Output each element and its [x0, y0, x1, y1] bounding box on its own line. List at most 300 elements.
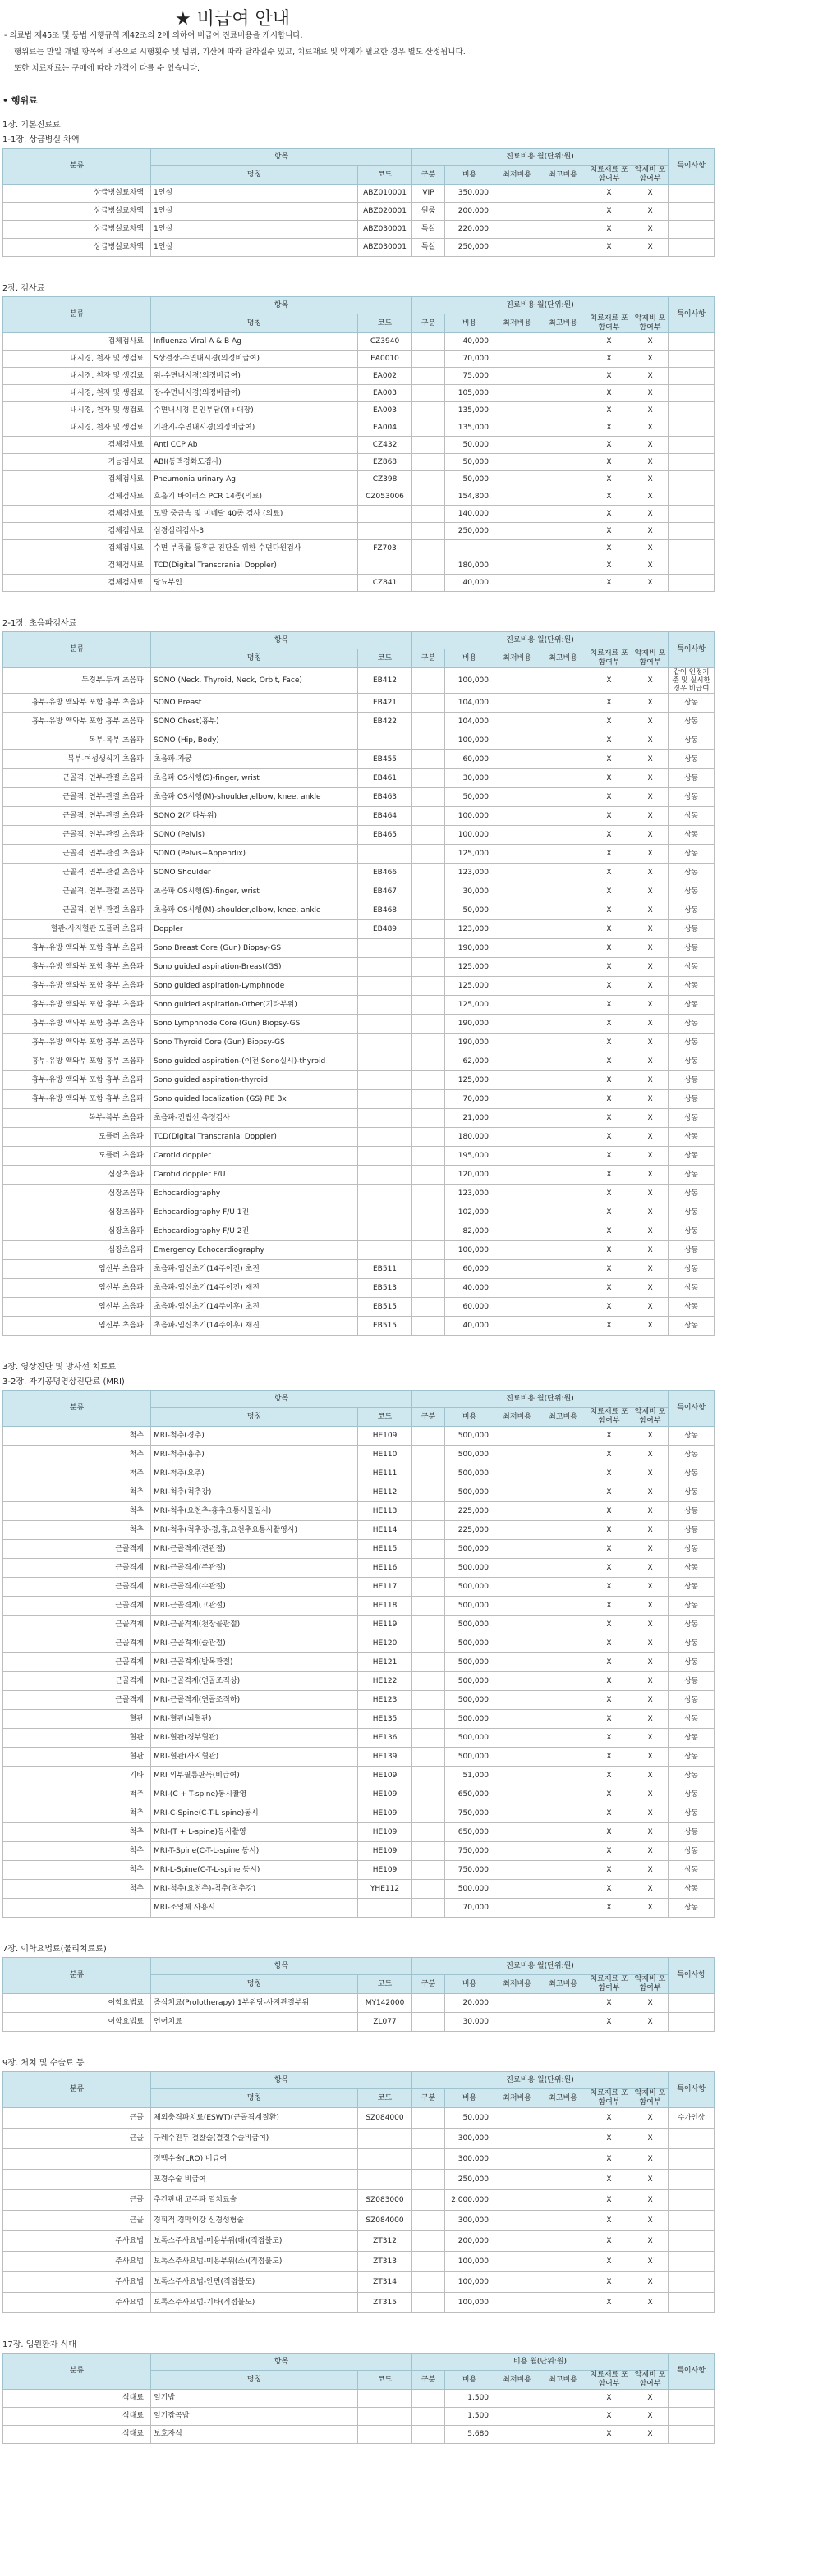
header-kind: 구분 — [412, 2089, 445, 2108]
cell-code: HE121 — [358, 1653, 412, 1672]
cell-name: SONO 2(기타부위) — [151, 807, 358, 826]
cell-kind — [412, 713, 445, 731]
cell-max — [540, 221, 586, 239]
cell-code — [358, 2426, 412, 2444]
table-row — [3, 2190, 821, 2211]
cell-min — [494, 2190, 540, 2211]
cell-category: 흉부-유방 액와부 포함 흉부 초음파 — [3, 996, 151, 1015]
cell-name: 추간판내 고주파 열치료술 — [151, 2190, 358, 2211]
cell-kind — [412, 368, 445, 385]
header-name: 명칭 — [151, 1975, 358, 1994]
cell-special: 상동 — [669, 713, 715, 731]
cell-max — [540, 506, 586, 523]
cell-kind — [412, 1691, 445, 1710]
cell-name: 보톡스주사요법-기타(직접불도) — [151, 2293, 358, 2313]
cell-material: X — [586, 1298, 632, 1317]
cell-cost: 50,000 — [445, 788, 494, 807]
cell-special: 상동 — [669, 1298, 715, 1317]
notice-block — [2, 28, 821, 77]
table-row — [3, 901, 821, 920]
cell-min — [494, 1785, 540, 1804]
cell-kind — [412, 2390, 445, 2408]
cell-max — [540, 437, 586, 454]
cell-category: 주사요법 — [3, 2293, 151, 2313]
cell-category: 검체검사료 — [3, 437, 151, 454]
header-category: 분류 — [3, 297, 151, 333]
cell-min — [494, 788, 540, 807]
cell-material: X — [586, 471, 632, 488]
cell-special: 상동 — [669, 826, 715, 845]
cell-material: X — [586, 540, 632, 557]
cell-min — [494, 471, 540, 488]
cell-min — [494, 731, 540, 750]
cell-kind — [412, 2190, 445, 2211]
cell-drug: X — [632, 1842, 669, 1861]
cell-category: 주사요법 — [3, 2272, 151, 2293]
cell-special: 상동 — [669, 1222, 715, 1241]
cell-cost: 500,000 — [445, 1672, 494, 1691]
cell-kind — [412, 939, 445, 958]
cell-kind — [412, 1748, 445, 1767]
cell-max — [540, 845, 586, 864]
cell-name: 당뇨부인 — [151, 575, 358, 592]
cell-category: 검체검사료 — [3, 488, 151, 506]
cell-material: X — [586, 523, 632, 540]
cell-max — [540, 1222, 586, 1241]
cell-max — [540, 901, 586, 920]
cell-category: 임신부 초음파 — [3, 1260, 151, 1279]
cell-kind — [412, 826, 445, 845]
cell-drug: X — [632, 731, 669, 750]
cell-code: ABZ030001 — [358, 221, 412, 239]
table-row — [3, 203, 821, 221]
cell-code — [358, 958, 412, 977]
table-row — [3, 2129, 821, 2149]
cell-code: HE122 — [358, 1672, 412, 1691]
header-category: 분류 — [3, 2072, 151, 2108]
cell-material: X — [586, 731, 632, 750]
cell-code: HE118 — [358, 1597, 412, 1616]
table-row — [3, 1710, 821, 1729]
cell-material: X — [586, 1672, 632, 1691]
table-row — [3, 1767, 821, 1785]
cell-cost: 750,000 — [445, 1861, 494, 1880]
cell-name: 체외충격파치료(ESWT)(근골격계질환) — [151, 2108, 358, 2129]
cell-min — [494, 668, 540, 694]
table-row — [3, 1880, 821, 1899]
cell-material: X — [586, 1317, 632, 1336]
cell-code: HE109 — [358, 1785, 412, 1804]
table-row — [3, 2149, 821, 2170]
cell-special: 상동 — [669, 958, 715, 977]
cell-max — [540, 2013, 586, 2032]
cell-special — [669, 2149, 715, 2170]
cell-drug: X — [632, 1052, 669, 1071]
header-category: 분류 — [3, 2354, 151, 2390]
header-material: 치료재료 포함여부 — [586, 2371, 632, 2390]
cell-name: MRI-근골격계(연골조직하) — [151, 1691, 358, 1710]
cell-special: 상동 — [669, 1446, 715, 1464]
cell-kind — [412, 1446, 445, 1464]
cell-min — [494, 1034, 540, 1052]
cell-kind — [412, 419, 445, 437]
cell-min — [494, 1861, 540, 1880]
cell-max — [540, 1185, 586, 1203]
cell-cost: 125,000 — [445, 958, 494, 977]
cell-category: 척추 — [3, 1464, 151, 1483]
cell-max — [540, 185, 586, 203]
cell-name: 경피적 경막외강 신경성형술 — [151, 2211, 358, 2231]
cell-name: 초음파-자궁 — [151, 750, 358, 769]
cell-name: 보톡스주사요법-안면(직접불도) — [151, 2272, 358, 2293]
cell-material: X — [586, 1260, 632, 1279]
header-max: 최고비용 — [540, 2371, 586, 2390]
cell-category: 복부-복부 초음파 — [3, 731, 151, 750]
cell-max — [540, 2408, 586, 2426]
cell-code: CZ3940 — [358, 333, 412, 351]
cell-max — [540, 1147, 586, 1166]
cell-name: SONO Shoulder — [151, 864, 358, 882]
cell-max — [540, 1109, 586, 1128]
cell-kind — [412, 540, 445, 557]
cell-special: 상동 — [669, 1090, 715, 1109]
cell-code: ZT313 — [358, 2252, 412, 2272]
cell-material: X — [586, 920, 632, 939]
cell-min — [494, 1464, 540, 1483]
cell-code: YHE112 — [358, 1880, 412, 1899]
table-row — [3, 2390, 821, 2408]
cell-drug: X — [632, 901, 669, 920]
cell-cost: 350,000 — [445, 185, 494, 203]
cell-min — [494, 385, 540, 402]
cell-code: SZ084000 — [358, 2108, 412, 2129]
cell-min — [494, 1672, 540, 1691]
cell-code — [358, 1109, 412, 1128]
cell-kind — [412, 1785, 445, 1804]
cell-drug: X — [632, 419, 669, 437]
cell-drug: X — [632, 2129, 669, 2149]
table-row — [3, 958, 821, 977]
cell-kind — [412, 1502, 445, 1521]
cell-code — [358, 1222, 412, 1241]
table-row — [3, 185, 821, 203]
cell-drug: X — [632, 958, 669, 977]
table-row — [3, 1090, 821, 1109]
table-row — [3, 1634, 821, 1653]
table-row — [3, 939, 821, 958]
table-row — [3, 1521, 821, 1540]
cell-material: X — [586, 1015, 632, 1034]
cell-special — [669, 2211, 715, 2231]
header-max: 최고비용 — [540, 314, 586, 333]
cell-cost: 60,000 — [445, 1298, 494, 1317]
cell-kind — [412, 1317, 445, 1336]
cell-category: 근골격, 연부-관절 초음파 — [3, 845, 151, 864]
cell-cost: 195,000 — [445, 1147, 494, 1166]
cell-code: EA0010 — [358, 351, 412, 368]
cell-kind — [412, 2272, 445, 2293]
cell-cost: 300,000 — [445, 2129, 494, 2149]
cell-code: HE109 — [358, 1804, 412, 1823]
cell-kind — [412, 1147, 445, 1166]
cell-category: 검체검사료 — [3, 575, 151, 592]
cell-material: X — [586, 351, 632, 368]
cell-drug: X — [632, 575, 669, 592]
cell-max — [540, 1260, 586, 1279]
cell-code: HE135 — [358, 1710, 412, 1729]
cell-min — [494, 1090, 540, 1109]
cell-drug: X — [632, 2252, 669, 2272]
cell-min — [494, 488, 540, 506]
cell-name: 초음파 OS시행(M)-shoulder,elbow, knee, ankle — [151, 901, 358, 920]
cell-cost: 100,000 — [445, 807, 494, 826]
cell-min — [494, 1260, 540, 1279]
cell-special: 상동 — [669, 1653, 715, 1672]
cell-kind — [412, 1483, 445, 1502]
cell-kind — [412, 977, 445, 996]
cell-category: 내시경, 천자 및 생검료 — [3, 385, 151, 402]
cell-category: 식대료 — [3, 2426, 151, 2444]
cell-drug: X — [632, 2390, 669, 2408]
cell-drug: X — [632, 540, 669, 557]
cell-kind — [412, 1521, 445, 1540]
cell-name: Echocardiography F/U 1진 — [151, 1203, 358, 1222]
cell-drug: X — [632, 1203, 669, 1222]
cell-name: MRI-근골격계(수관절) — [151, 1578, 358, 1597]
cell-special — [669, 540, 715, 557]
cell-name: MRI-근골격계(발목관절) — [151, 1653, 358, 1672]
cell-special: 상동 — [669, 769, 715, 788]
table-row — [3, 996, 821, 1015]
cell-cost: 123,000 — [445, 864, 494, 882]
cell-material: X — [586, 368, 632, 385]
cell-name: MRI-T-Spine(C-T-L-spine 동시) — [151, 1842, 358, 1861]
cell-kind — [412, 788, 445, 807]
cell-min — [494, 977, 540, 996]
cell-cost: 500,000 — [445, 1634, 494, 1653]
cell-kind — [412, 488, 445, 506]
cell-category: 흉부-유방 액와부 포함 흉부 초음파 — [3, 713, 151, 731]
cell-drug: X — [632, 1729, 669, 1748]
section-1 — [2, 282, 821, 592]
cell-cost: 500,000 — [445, 1710, 494, 1729]
cell-min — [494, 1015, 540, 1034]
cell-name: 초음파 OS시행(S)-finger, wrist — [151, 769, 358, 788]
cell-max — [540, 454, 586, 471]
table-row — [3, 2231, 821, 2252]
cell-category: 근골격, 연부-관절 초음파 — [3, 882, 151, 901]
cell-category: 근골격계 — [3, 1616, 151, 1634]
cell-category: 흉부-유방 액와부 포함 흉부 초음파 — [3, 958, 151, 977]
notice-line-1: - 의료법 제45조 및 동법 시행규칙 제42조의 2에 의하여 비급여 진료비용을 게시합니다. — [4, 31, 303, 40]
cell-code: HE109 — [358, 1823, 412, 1842]
cell-material: X — [586, 488, 632, 506]
cell-max — [540, 523, 586, 540]
cell-category: 주사요법 — [3, 2231, 151, 2252]
cell-code: EB465 — [358, 826, 412, 845]
cell-special: 상동 — [669, 996, 715, 1015]
table-row — [3, 1729, 821, 1748]
header-material: 치료재료 포함여부 — [586, 1408, 632, 1427]
cell-special: 상동 — [669, 1185, 715, 1203]
cell-min — [494, 694, 540, 713]
cell-special — [669, 368, 715, 385]
table-row — [3, 1842, 821, 1861]
section-6 — [2, 2338, 821, 2444]
table-row — [3, 2211, 821, 2231]
cell-drug: X — [632, 1147, 669, 1166]
cell-cost: 30,000 — [445, 769, 494, 788]
cell-kind — [412, 2108, 445, 2129]
cell-name: 1인실 — [151, 239, 358, 257]
cell-max — [540, 2390, 586, 2408]
cell-kind — [412, 750, 445, 769]
cell-material: X — [586, 1597, 632, 1616]
cell-kind — [412, 694, 445, 713]
cell-max — [540, 1691, 586, 1710]
cell-max — [540, 939, 586, 958]
cell-kind — [412, 471, 445, 488]
cell-max — [540, 2170, 586, 2190]
page-title: ★ 비급여 안내 — [175, 9, 290, 30]
cell-kind — [412, 385, 445, 402]
cell-drug: X — [632, 882, 669, 901]
cell-kind — [412, 1823, 445, 1842]
cell-category: 검체검사료 — [3, 471, 151, 488]
fee-table — [2, 148, 821, 257]
table-row — [3, 471, 821, 488]
cell-drug: X — [632, 1260, 669, 1279]
cell-special: 상동 — [669, 1279, 715, 1298]
table-row — [3, 694, 821, 713]
cell-code: SZ084000 — [358, 2211, 412, 2231]
cell-material: X — [586, 807, 632, 826]
cell-special: 상동 — [669, 1691, 715, 1710]
cell-min — [494, 845, 540, 864]
cell-name: 일기밥 — [151, 2390, 358, 2408]
cell-category: 흉부-유방 액와부 포함 흉부 초음파 — [3, 1015, 151, 1034]
cell-max — [540, 864, 586, 882]
header-code: 코드 — [358, 1975, 412, 1994]
cell-special: 상동 — [669, 1710, 715, 1729]
cell-drug: X — [632, 1672, 669, 1691]
cell-name: Carotid doppler F/U — [151, 1166, 358, 1185]
cell-name: MRI-(T + L-spine)동시촬영 — [151, 1823, 358, 1842]
cell-max — [540, 1521, 586, 1540]
cell-code — [358, 731, 412, 750]
cell-special: 상동 — [669, 750, 715, 769]
cell-code: EA003 — [358, 402, 412, 419]
cell-drug: X — [632, 351, 669, 368]
cell-code — [358, 1241, 412, 1260]
cell-category: 심장초음파 — [3, 1222, 151, 1241]
cell-material: X — [586, 2408, 632, 2426]
cell-drug: X — [632, 454, 669, 471]
cell-kind — [412, 1241, 445, 1260]
cell-cost: 190,000 — [445, 939, 494, 958]
cell-cost: 135,000 — [445, 419, 494, 437]
table-row — [3, 1861, 821, 1880]
cell-drug: X — [632, 221, 669, 239]
header-item: 항목 — [151, 1958, 412, 1975]
cell-category: 근골격계 — [3, 1672, 151, 1691]
cell-code: EA002 — [358, 368, 412, 385]
cell-material: X — [586, 1710, 632, 1729]
cell-kind — [412, 845, 445, 864]
cell-name: Sono guided localization (GS) RE Bx — [151, 1090, 358, 1109]
cell-special: 상동 — [669, 1597, 715, 1616]
cell-name: MRI-조영제 사용시 — [151, 1899, 358, 1918]
header-kind: 구분 — [412, 166, 445, 185]
cell-kind — [412, 351, 445, 368]
cell-max — [540, 2231, 586, 2252]
cell-kind — [412, 1729, 445, 1748]
cell-name: SONO (Neck, Thyroid, Neck, Orbit, Face) — [151, 668, 358, 694]
cell-material: X — [586, 1071, 632, 1090]
cell-special: 상동 — [669, 1823, 715, 1842]
cell-category: 척추 — [3, 1880, 151, 1899]
cell-code — [358, 977, 412, 996]
cell-name: 언어치료 — [151, 2013, 358, 2032]
cell-min — [494, 1710, 540, 1729]
header-cost: 비용 — [445, 1975, 494, 1994]
cell-cost: 750,000 — [445, 1804, 494, 1823]
header-cost: 비용 — [445, 649, 494, 668]
cell-code: HE111 — [358, 1464, 412, 1483]
cell-cost — [445, 540, 494, 557]
cell-code: ABZ030001 — [358, 239, 412, 257]
table-row — [3, 575, 821, 592]
cell-name: Echocardiography — [151, 1185, 358, 1203]
cell-category: 근골격, 연부-관절 초음파 — [3, 807, 151, 826]
cell-name: ABI(동맥경화도검사) — [151, 454, 358, 471]
cell-max — [540, 2108, 586, 2129]
cell-cost: 500,000 — [445, 1653, 494, 1672]
cell-min — [494, 2013, 540, 2032]
cell-cost: 30,000 — [445, 2013, 494, 2032]
cell-name: MRI-척추(척추강) — [151, 1483, 358, 1502]
cell-code: HE136 — [358, 1729, 412, 1748]
cell-code: HE109 — [358, 1861, 412, 1880]
cell-kind — [412, 1578, 445, 1597]
table-row — [3, 713, 821, 731]
cell-material: X — [586, 668, 632, 694]
cell-drug: X — [632, 333, 669, 351]
cell-name: MRI-혈관(경부혈관) — [151, 1729, 358, 1748]
cell-kind — [412, 437, 445, 454]
cell-drug: X — [632, 769, 669, 788]
cell-special: 상동 — [669, 901, 715, 920]
cell-material: X — [586, 1222, 632, 1241]
cell-drug: X — [632, 1128, 669, 1147]
cell-max — [540, 239, 586, 257]
cell-kind — [412, 2013, 445, 2032]
cell-cost: 104,000 — [445, 713, 494, 731]
cell-category: 근골 — [3, 2129, 151, 2149]
cell-special — [669, 2252, 715, 2272]
table-row — [3, 1616, 821, 1634]
cell-cost: 300,000 — [445, 2149, 494, 2170]
cell-drug: X — [632, 1502, 669, 1521]
cell-special: 상동 — [669, 1634, 715, 1653]
cell-max — [540, 1203, 586, 1222]
cell-material: X — [586, 203, 632, 221]
cell-drug: X — [632, 845, 669, 864]
cell-max — [540, 1710, 586, 1729]
cell-cost: 154,800 — [445, 488, 494, 506]
cell-name: TCD(Digital Transcranial Doppler) — [151, 557, 358, 575]
cell-kind — [412, 769, 445, 788]
